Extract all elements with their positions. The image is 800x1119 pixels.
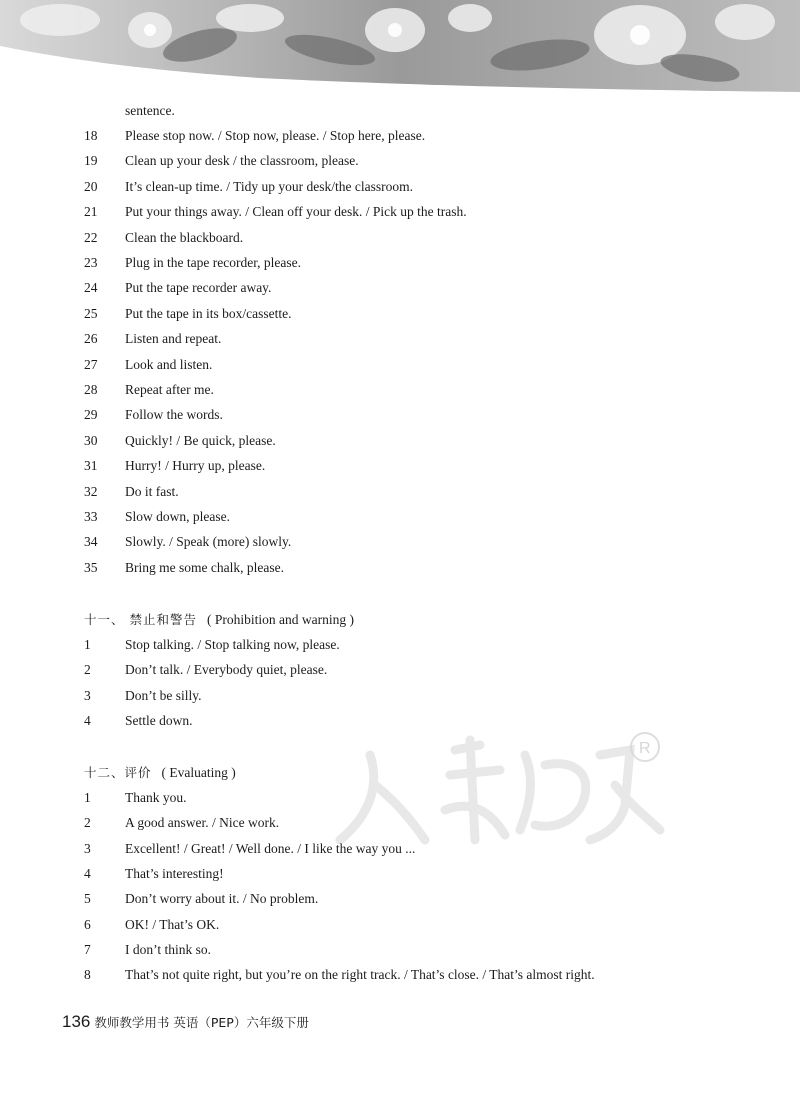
item-text: Do it fast. [125, 483, 179, 499]
item-text: Please stop now. / Stop now, please. / Stop here, please. [125, 128, 426, 143]
page-footer [62, 1012, 309, 1032]
item-text: Clean the blackboard. [125, 229, 244, 245]
section-heading-prohibition [84, 611, 354, 629]
item-text: Don’t talk. / Everybody quiet, please. [125, 662, 328, 678]
item-text: Quickly! / Be quick, please. [125, 432, 276, 448]
item-number: 18 [84, 128, 98, 143]
item-text: Listen and repeat. [125, 331, 222, 347]
section-heading-zh: 十一、 禁止和警告 [84, 612, 197, 627]
item-number: 6 [84, 916, 91, 932]
item-number: 19 [84, 153, 98, 169]
page-number: 136 [62, 1012, 91, 1031]
item-text: Put your things away. / Clean off your desk. / Pick up the trash. [125, 204, 467, 220]
item-number: 27 [84, 356, 98, 372]
item-number: 1 [84, 790, 91, 805]
book-title: 教师教学用书 英语（PEP）六年级下册 [94, 1015, 309, 1030]
item-number: 33 [84, 509, 98, 524]
item-number: 31 [84, 458, 98, 474]
item-number: 35 [84, 559, 98, 575]
item-text: Excellent! / Great! / Well done. / I like the way you ... [125, 840, 416, 856]
item-number: 28 [84, 382, 98, 397]
section-heading-en: ( Evaluating ) [161, 765, 236, 780]
item-text: It’s clean-up time. / Tidy up your desk/the classroom. [125, 178, 413, 194]
item-number: 22 [84, 229, 98, 245]
item-text: Don’t worry about it. / No problem. [125, 891, 319, 907]
item-number: 29 [84, 407, 98, 423]
item-number: 8 [84, 967, 91, 983]
section-heading-zh: 十二、评价 [84, 765, 152, 780]
item-text: Put the tape recorder away. [125, 280, 272, 296]
item-number: 4 [84, 712, 91, 728]
item-number: 34 [84, 534, 98, 550]
item-text: Follow the words. [125, 407, 223, 423]
item-text: That’s interesting! [125, 865, 224, 881]
item-number: 5 [84, 891, 91, 907]
publisher-watermark [330, 725, 670, 855]
item-number: 30 [84, 432, 98, 448]
item-number: 32 [84, 483, 98, 499]
item-text: Slowly. / Speak (more) slowly. [125, 534, 292, 550]
item-text: That’s not quite right, but you’re on the right track. / That’s close. / That’s almost right. [125, 967, 595, 983]
section-heading-evaluating [84, 764, 236, 782]
continuation-text: sentence. [125, 103, 175, 118]
item-number: 26 [84, 331, 98, 347]
item-text: Bring me some chalk, please. [125, 559, 284, 575]
section-heading-en: ( Prohibition and warning ) [206, 612, 354, 627]
item-text: Stop talking. / Stop talking now, please. [125, 637, 340, 652]
item-number: 7 [84, 941, 91, 957]
item-text: Look and listen. [125, 356, 213, 372]
floral-header-banner [0, 0, 800, 92]
item-number: 24 [84, 280, 98, 296]
item-text: Hurry! / Hurry up, please. [125, 458, 266, 474]
item-text: Plug in the tape recorder, please. [125, 255, 302, 270]
item-number: 25 [84, 305, 98, 321]
item-text: OK! / That’s OK. [125, 916, 220, 932]
item-number: 4 [84, 865, 91, 881]
item-number: 23 [84, 255, 98, 270]
item-number: 3 [84, 840, 91, 856]
svg-text:R: R [639, 740, 651, 757]
item-number: 2 [84, 815, 91, 831]
item-text: Put the tape in its box/cassette. [125, 305, 292, 321]
item-number: 21 [84, 204, 98, 220]
item-text: Clean up your desk / the classroom, please. [125, 153, 359, 169]
item-text: Slow down, please. [125, 509, 230, 524]
item-text: I don’t think so. [125, 941, 212, 957]
item-number: 3 [84, 687, 91, 703]
item-text: Thank you. [125, 790, 187, 805]
item-text: Settle down. [125, 712, 193, 728]
item-text: Repeat after me. [125, 382, 214, 397]
item-number: 2 [84, 662, 91, 678]
item-text: Don’t be silly. [125, 687, 202, 703]
item-text: A good answer. / Nice work. [125, 815, 280, 831]
item-number: 1 [84, 637, 91, 652]
item-number: 20 [84, 178, 98, 194]
